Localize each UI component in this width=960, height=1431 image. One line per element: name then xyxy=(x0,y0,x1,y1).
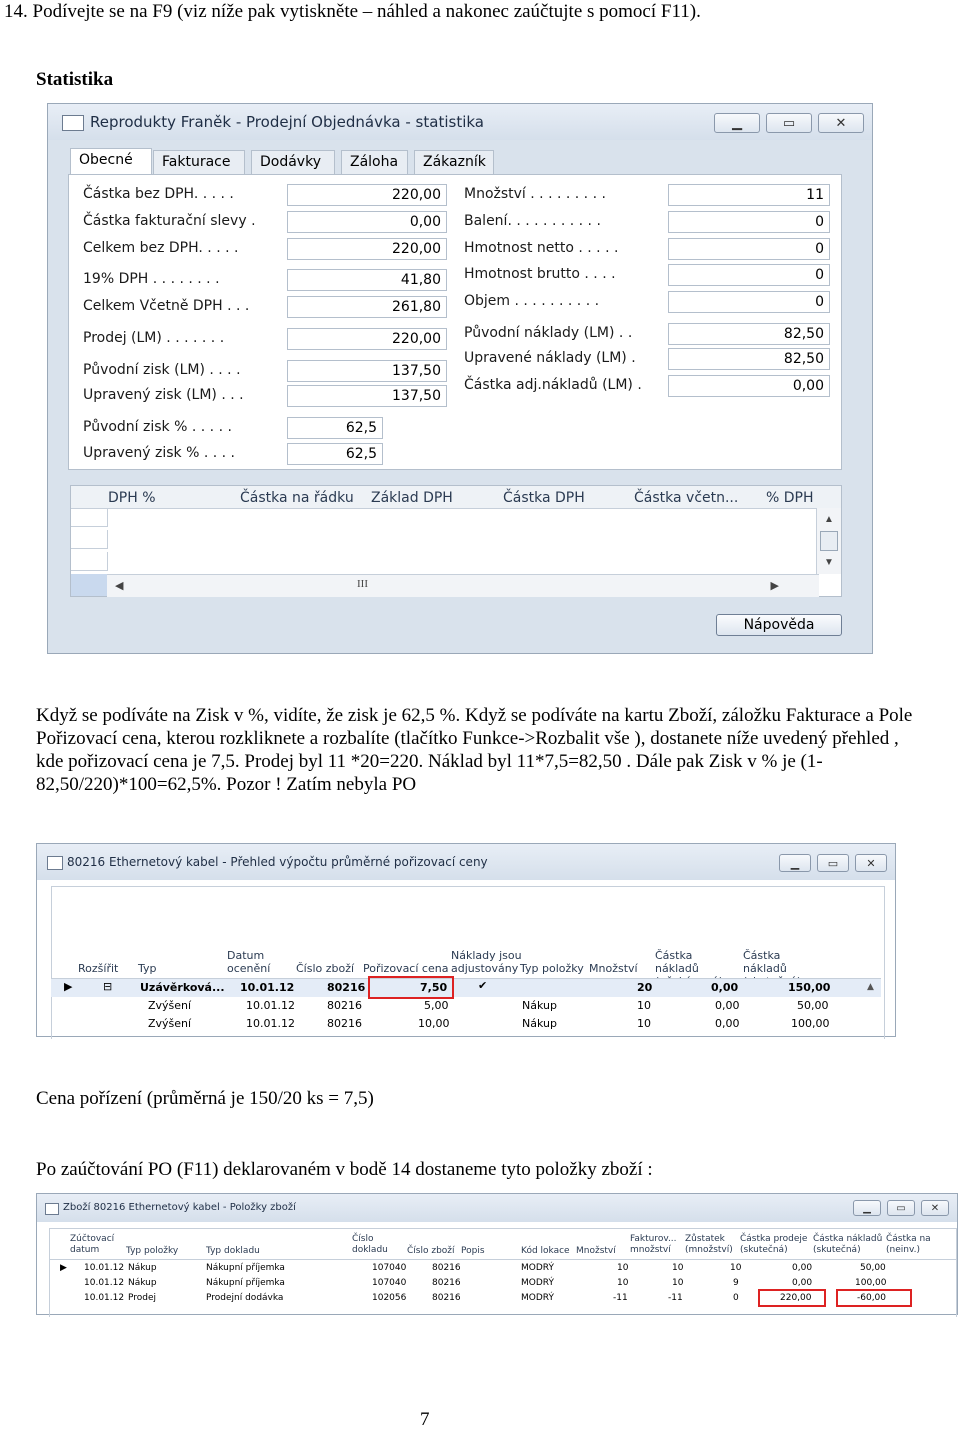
cell-location: MODRÝ xyxy=(521,1278,554,1288)
row-selector[interactable] xyxy=(71,508,108,527)
cell-quantity: -11 xyxy=(613,1293,628,1303)
cell-quantity: 10 xyxy=(617,1278,629,1288)
col-header[interactable]: Popis xyxy=(461,1246,485,1256)
paragraph: Cena pořízení (průměrná je 150/20 ks = 7,5) xyxy=(36,1088,374,1109)
cell-actual: 50,00 xyxy=(797,999,829,1012)
page-number: 7 xyxy=(420,1409,430,1430)
col-header[interactable]: Částka prodeje (skutečná) xyxy=(740,1234,808,1255)
field-value[interactable]: 0 xyxy=(668,238,830,260)
field-label: Původní zisk (LM) . . . . xyxy=(83,362,241,378)
titlebar xyxy=(37,844,895,880)
cell-date: 10.01.12 xyxy=(84,1263,125,1273)
row-selector[interactable] xyxy=(71,530,108,549)
cell-unit-cost: 5,00 xyxy=(424,999,449,1012)
field-value[interactable]: 62,5 xyxy=(287,417,383,439)
cell-location: MODRÝ xyxy=(521,1293,554,1303)
tab-zaloha[interactable]: Záloha xyxy=(341,150,408,174)
highlight-box xyxy=(758,1289,826,1307)
col-header[interactable]: Množství xyxy=(576,1246,616,1256)
grid-col-header[interactable]: Částka na řádku xyxy=(240,490,354,506)
cell-item: 80216 xyxy=(327,1017,362,1030)
cell-expected: 0,00 xyxy=(715,1017,740,1030)
field-value[interactable]: 220,00 xyxy=(287,238,447,260)
scroll-up-icon[interactable]: ▲ xyxy=(824,514,834,525)
cell-quantity: 10 xyxy=(617,1263,629,1273)
tab-dodavky[interactable]: Dodávky xyxy=(251,150,335,174)
field-label: Celkem Včetně DPH . . . xyxy=(83,298,250,314)
scroll-down-icon[interactable]: ▼ xyxy=(824,557,834,568)
minimize-button[interactable]: ▁ xyxy=(853,1200,881,1216)
cell-item: 80216 xyxy=(432,1278,461,1288)
cell-entry-type: Prodej xyxy=(128,1293,157,1303)
field-value[interactable]: 82,50 xyxy=(668,348,830,370)
cell-doc-no: 102056 xyxy=(372,1293,407,1303)
field-label: Prodej (LM) . . . . . . . xyxy=(83,330,225,346)
cell-date: 10.01.12 xyxy=(246,999,295,1012)
field-label: Balení. . . . . . . . . . . xyxy=(464,213,601,229)
tab-zakaznik[interactable]: Zákazník xyxy=(414,150,494,174)
cell-entry-type: Nákup xyxy=(522,999,557,1012)
checkmark-icon: ✔ xyxy=(478,979,488,992)
cell-item: 80216 xyxy=(432,1263,461,1273)
cell-date: 10.01.12 xyxy=(84,1293,125,1303)
cell-quantity: 10 xyxy=(637,999,651,1012)
row-selector[interactable] xyxy=(71,552,108,571)
field-label: Hmotnost brutto . . . . xyxy=(464,266,616,282)
cell-invoiced: 10 xyxy=(672,1263,684,1273)
header-divider xyxy=(49,1259,957,1260)
close-button[interactable]: ✕ xyxy=(818,113,864,133)
field-label: Původní náklady (LM) . . xyxy=(464,325,633,341)
maximize-button[interactable]: ▭ xyxy=(766,113,812,133)
scroll-left-icon[interactable]: ◀ xyxy=(115,580,124,592)
cell-type: Zvýšení xyxy=(148,999,192,1012)
scroll-thumb-icon[interactable]: III xyxy=(357,578,368,590)
field-value[interactable]: 62,5 xyxy=(287,443,383,465)
col-header[interactable]: Částka nákladů (skutečná) xyxy=(813,1234,883,1255)
close-button[interactable]: ✕ xyxy=(921,1200,949,1216)
field-value[interactable]: 0 xyxy=(668,291,830,313)
cell-unit-cost: 7,50 xyxy=(420,981,448,994)
cell-sales-amount: 0,00 xyxy=(792,1278,813,1288)
cell-cost-amount: -60,00 xyxy=(857,1293,887,1303)
col-header[interactable]: Částka nákladů xyxy=(743,949,787,975)
col-header[interactable]: Náklady jsou adjustovány xyxy=(451,949,522,975)
col-header[interactable]: Typ dokladu xyxy=(206,1246,260,1256)
current-row-icon: ▶ xyxy=(60,1263,67,1273)
field-label: Celkem bez DPH. . . . . xyxy=(83,240,239,256)
cell-cost-amount: 100,00 xyxy=(855,1278,887,1288)
field-label: Objem . . . . . . . . . . xyxy=(464,293,600,309)
col-header[interactable]: Datum ocenění xyxy=(227,949,271,975)
cell-date: 10.01.12 xyxy=(84,1278,125,1288)
cell-doc-no: 107040 xyxy=(372,1278,407,1288)
cell-cost-amount: 50,00 xyxy=(860,1263,886,1273)
cell-doc-type: Prodejní dodávka xyxy=(206,1293,284,1303)
col-header[interactable]: Zůstatek (množství) xyxy=(685,1234,733,1255)
cell-actual: 100,00 xyxy=(791,1017,830,1030)
maximize-button[interactable]: ▭ xyxy=(817,854,849,872)
col-header[interactable]: Fakturov... množství xyxy=(630,1234,677,1255)
close-button[interactable]: ✕ xyxy=(855,854,887,872)
col-header[interactable]: Typ položky xyxy=(126,1246,179,1256)
field-value[interactable]: 0 xyxy=(668,264,830,286)
field-value[interactable]: 0 xyxy=(668,211,830,233)
col-header[interactable]: Kód lokace xyxy=(521,1246,570,1256)
grid-col-header[interactable]: Částka DPH xyxy=(503,490,585,506)
field-value[interactable]: 0,00 xyxy=(668,375,830,397)
cell-invoiced: 10 xyxy=(672,1278,684,1288)
cell-location: MODRÝ xyxy=(521,1263,554,1273)
field-label: Částka fakturační slevy . xyxy=(83,213,256,229)
field-label: Částka adj.nákladů (LM) . xyxy=(464,377,642,393)
cell-unit-cost: 10,00 xyxy=(418,1017,450,1030)
window-title: Reprodukty Franěk - Prodejní Objednávka - statistika xyxy=(90,113,484,131)
scroll-right-icon[interactable]: ▶ xyxy=(770,580,779,592)
collapse-icon[interactable]: ⊟ xyxy=(103,980,113,993)
cell-doc-type: Nákupní příjemka xyxy=(206,1278,285,1288)
minimize-button[interactable]: ▁ xyxy=(779,854,811,872)
col-header[interactable]: Množství xyxy=(589,962,638,975)
field-value[interactable]: 220,00 xyxy=(287,184,447,206)
cell-sales-amount: 0,00 xyxy=(792,1263,813,1273)
col-header[interactable]: Číslo zboží xyxy=(296,962,355,975)
field-label: Upravený zisk (LM) . . . xyxy=(83,387,244,403)
col-header[interactable]: Částka na (neinv.) xyxy=(886,1234,931,1255)
cell-doc-type: Nákupní příjemka xyxy=(206,1263,285,1273)
paragraph: Když se podíváte na Zisk v %, vidíte, že zisk je 62,5 %. Když se podíváte na kartu Zboží, záložku Fakturace a Pole Pořizovací cena, kterou rozkliknete a rozbalíte (tlačítko Funkce->Rozbalit vše ), dostanete níže uvedený přehled , kde pořizovací cena je 7,5. Prodej byl 11 *20=220. Náklad byl 11*7,5=82,50 . Dále pak Zisk v % je (1-82,50/220)*100=62,5%. Pozor ! Zatím nebyla PO xyxy=(36,705,913,795)
highlight-box xyxy=(836,1289,912,1307)
col-header[interactable]: Zúčtovací datum xyxy=(70,1234,115,1255)
field-value[interactable]: 82,50 xyxy=(668,323,830,345)
cell-item: 80216 xyxy=(327,999,362,1012)
app-icon xyxy=(62,115,84,131)
col-header[interactable]: Typ xyxy=(138,962,157,975)
cell-remaining: 0 xyxy=(733,1293,739,1303)
titlebar xyxy=(37,1194,957,1222)
field-value[interactable]: 41,80 xyxy=(287,269,447,291)
col-header[interactable]: Číslo zboží xyxy=(407,1246,455,1256)
cell-type: Zvýšení xyxy=(148,1017,192,1030)
window-title: Zboží 80216 Ethernetový kabel - Položky zboží xyxy=(63,1202,296,1213)
cell-entry-type: Nákup xyxy=(128,1263,157,1273)
row-selector-active[interactable] xyxy=(71,574,107,596)
field-label: Upravené náklady (LM) . xyxy=(464,350,636,366)
help-button[interactable]: Nápověda xyxy=(716,614,842,636)
cell-doc-no: 107040 xyxy=(372,1263,407,1273)
app-icon xyxy=(47,856,63,870)
cell-expected: 0,00 xyxy=(715,999,740,1012)
cell-invoiced: -11 xyxy=(668,1293,683,1303)
cell-entry-type: Nákup xyxy=(128,1278,157,1288)
heading: 14. Podívejte se na F9 (viz níže pak vytiskněte – náhled a nakonec zaúčtujte s pomocí F11). xyxy=(4,1,701,22)
minimize-button[interactable]: ▁ xyxy=(714,113,760,133)
grid-col-header[interactable]: Částka včetn... xyxy=(634,490,739,506)
grid-col-header[interactable]: Základ DPH xyxy=(371,490,453,506)
vertical-scrollbar[interactable] xyxy=(816,508,841,574)
scroll-up-icon[interactable]: ▲ xyxy=(867,982,874,992)
cell-type: Uzávěrková... xyxy=(140,981,225,994)
titlebar xyxy=(48,104,872,140)
tab-fakturace[interactable]: Fakturace xyxy=(153,150,245,174)
field-value[interactable]: 261,80 xyxy=(287,296,447,318)
col-header[interactable]: Částka nákladů xyxy=(655,949,699,975)
cell-quantity: 20 xyxy=(637,981,653,994)
field-value[interactable]: 137,50 xyxy=(287,385,447,407)
grid-col-header[interactable]: DPH % xyxy=(108,490,156,506)
field-label: Částka bez DPH. . . . . xyxy=(83,186,234,202)
maximize-button[interactable]: ▭ xyxy=(887,1200,915,1216)
cell-actual: 150,00 xyxy=(788,981,831,994)
field-label: Množství . . . . . . . . . xyxy=(464,186,606,202)
app-icon xyxy=(45,1203,59,1215)
scroll-thumb[interactable] xyxy=(820,531,838,551)
tab-obecne[interactable]: Obecné xyxy=(70,148,152,174)
field-label: Původní zisk % . . . . . xyxy=(83,419,232,435)
cell-quantity: 10 xyxy=(637,1017,651,1030)
cell-sales-amount: 220,00 xyxy=(780,1293,812,1303)
current-row-icon: ▶ xyxy=(64,980,73,993)
field-label: Upravený zisk % . . . . xyxy=(83,445,235,461)
col-header[interactable]: Typ položky xyxy=(520,962,584,975)
cell-entry-type: Nákup xyxy=(522,1017,557,1030)
cell-date: 10.01.12 xyxy=(240,981,295,994)
field-value[interactable]: 0,00 xyxy=(287,211,447,233)
col-header[interactable]: Rozšířit xyxy=(78,962,119,975)
field-value[interactable]: 11 xyxy=(668,184,830,206)
highlight-box xyxy=(368,976,454,999)
horizontal-scrollbar[interactable] xyxy=(107,574,819,597)
field-label: Hmotnost netto . . . . . xyxy=(464,240,619,256)
section-title: Statistika xyxy=(36,69,114,90)
cell-date: 10.01.12 xyxy=(246,1017,295,1030)
field-label: 19% DPH . . . . . . . . xyxy=(83,271,220,287)
cell-expected: 0,00 xyxy=(711,981,739,994)
cell-item: 80216 xyxy=(327,981,366,994)
col-header[interactable]: Pořizovací cena xyxy=(363,962,449,975)
field-value[interactable]: 220,00 xyxy=(287,328,447,350)
paragraph: Po zaúčtování PO (F11) deklarovaném v bodě 14 dostaneme tyto položky zboží : xyxy=(36,1159,653,1180)
cell-item: 80216 xyxy=(432,1293,461,1303)
cell-remaining: 9 xyxy=(733,1278,739,1288)
col-header[interactable]: Číslo dokladu xyxy=(352,1234,388,1255)
grid-col-header[interactable]: % DPH xyxy=(766,490,814,506)
field-value[interactable]: 137,50 xyxy=(287,360,447,382)
window-title: 80216 Ethernetový kabel - Přehled výpočtu průměrné pořizovací ceny xyxy=(67,855,488,869)
cell-remaining: 10 xyxy=(730,1263,742,1273)
